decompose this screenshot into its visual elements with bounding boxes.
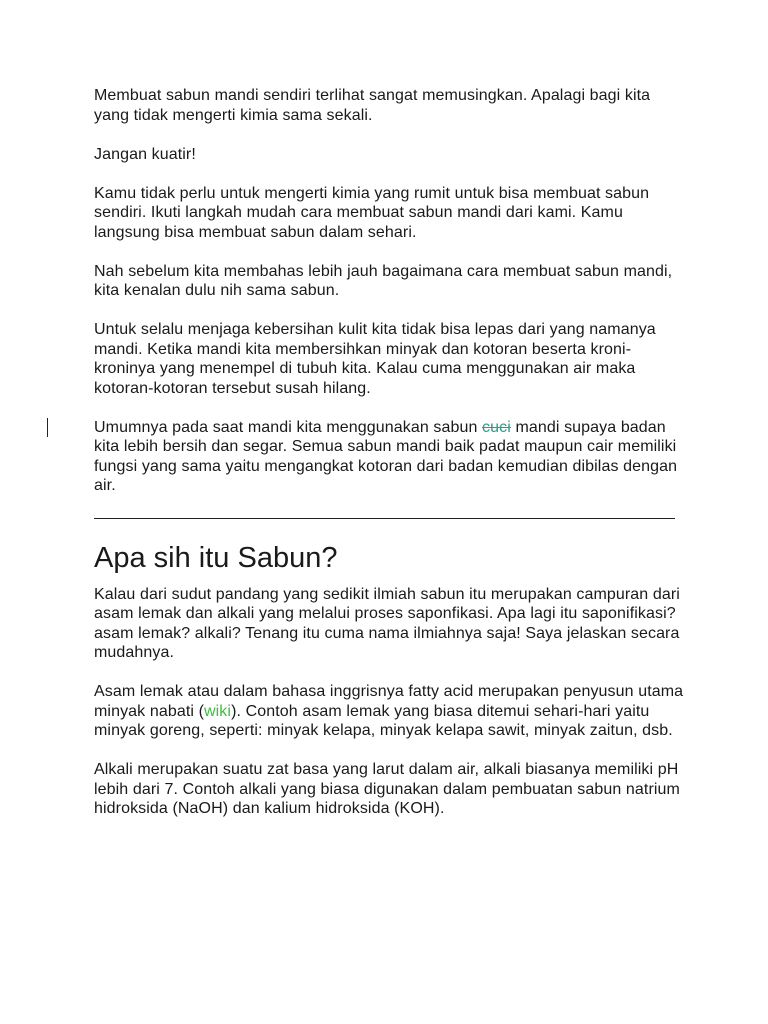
revision-change-bar <box>47 418 48 437</box>
edited-text-before: Umumnya pada saat mandi kita menggunakan sabun <box>94 418 483 436</box>
edited-text-after: mandi supaya badan kita lebih bersih dan segar. Semua sabun mandi baik padat maupun cair memiliki fungsi yang sama yaitu mengangkat kotoran dari badan kemudian dibilas dengan air. <box>94 418 678 494</box>
paragraph-intro-1: Membuat sabun mandi sendiri terlihat sangat memusingkan. Apalagi bagi kita yang tidak mengerti kimia sama sekali. <box>94 87 651 124</box>
document-page <box>94 86 684 819</box>
deleted-word: cuci <box>482 418 511 436</box>
wiki-link[interactable]: wiki <box>204 702 232 720</box>
section-paragraph-3: Alkali merupakan suatu zat basa yang larut dalam air, alkali biasanya memiliki pH lebih dari 7. Contoh alkali yang biasa digunakan dalam pembuatan sabun natrium hidroksida (NaOH) dan kalium hidroksida (KOH). <box>94 761 680 817</box>
section-paragraph-1: Kalau dari sudut pandang yang sedikit ilmiah sabun itu merupakan campuran dari asam lemak dan alkali yang melalui proses saponfikasi. Apa lagi itu saponifikasi? asam lemak? alkali? Tenang itu cuma nama ilmiahnya saja! Saya jelaskan secara mudahnya. <box>94 585 680 661</box>
section-paragraph-2 <box>94 682 684 741</box>
p2-text-after: ). Contoh asam lemak yang biasa ditemui sehari-hari yaitu minyak goreng, seperti: minyak kelapa, minyak kelapa sawit, minyak zaitun, dsb. <box>94 702 673 739</box>
section-heading: Apa sih itu Sabun? <box>94 541 338 574</box>
paragraph-intro-2: Jangan kuatir! <box>94 145 196 163</box>
paragraph-intro-4: Nah sebelum kita membahas lebih jauh bagaimana cara membuat sabun mandi, kita kenalan dulu nih sama sabun. <box>94 262 673 299</box>
paragraph-intro-5: Untuk selalu menjaga kebersihan kulit kita tidak bisa lepas dari yang namanya mandi. Ketika mandi kita membersihkan minyak dan kotoran beserta kroni-kroninya yang menempel di tubuh kita. Kalau cuma menggunakan air maka kotoran-kotoran tersebut susah hilang. <box>94 321 656 397</box>
paragraph-intro-3: Kamu tidak perlu untuk mengerti kimia yang rumit untuk bisa membuat sabun sendiri. Ikuti langkah mudah cara membuat sabun mandi dari kami. Kamu langsung bisa membuat sabun dalam sehari. <box>94 184 650 241</box>
paragraph-edited <box>94 418 684 496</box>
horizontal-rule <box>94 518 675 519</box>
p2-text-before: Asam lemak atau dalam bahasa inggrisnya fatty acid merupakan penyusun utama minyak nabati ( <box>94 683 684 720</box>
